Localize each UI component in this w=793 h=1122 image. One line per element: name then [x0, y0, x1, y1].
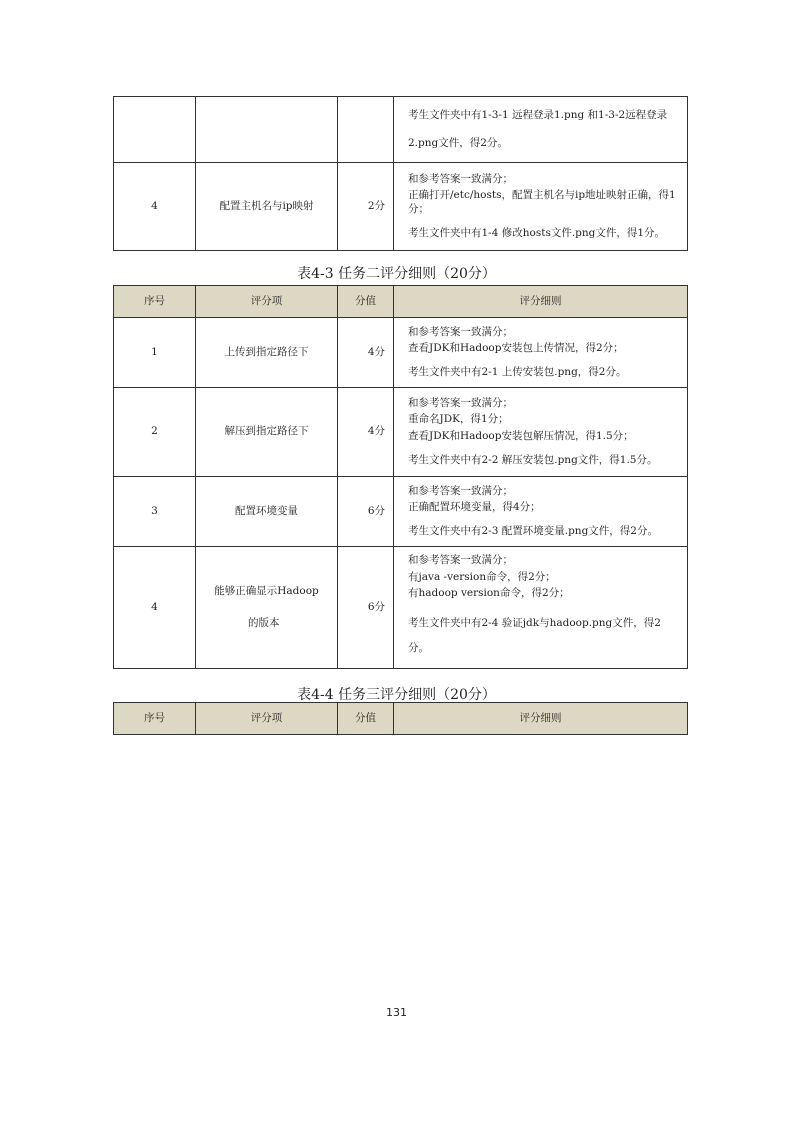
detail-line: 有java -version命令，得2分；	[408, 570, 556, 583]
table-row	[114, 318, 688, 388]
cell-no: 4	[114, 163, 196, 251]
detail-line: 和参考答案一致满分；	[408, 325, 513, 338]
header-score: 分值	[338, 703, 394, 735]
table-caption-4-3: 表4-3 任务二评分细则（20分）	[297, 266, 496, 282]
table-header-row	[114, 286, 688, 318]
detail-line: 和参考答案一致满分；	[408, 396, 513, 409]
cell-details	[394, 318, 688, 388]
detail-line: 考生文件夹中有2-1 上传安装包.png，得2分。	[408, 365, 627, 378]
cell-no: 2	[114, 388, 196, 477]
header-score: 分值	[338, 286, 394, 318]
detail-line: 和参考答案一致满分；	[408, 172, 513, 185]
cell-item	[196, 547, 338, 669]
item-line: 能够正确显示Hadoop	[214, 585, 319, 597]
header-item: 评分项	[196, 703, 338, 735]
detail-line: 考生文件夹中有2-2 解压安装包.png文件，得1.5分。	[408, 453, 658, 466]
header-no: 序号	[114, 286, 196, 318]
cell-details	[394, 477, 688, 547]
table-row	[114, 547, 688, 669]
cell-no: 1	[114, 318, 196, 388]
detail-line: 考生文件夹中有2-4 验证jdk与hadoop.png文件，得2分。	[408, 616, 661, 655]
table-row	[114, 97, 688, 163]
page-number: 131	[386, 1006, 407, 1019]
header-details: 评分细则	[394, 286, 688, 318]
cell-item: 配置环境变量	[196, 477, 338, 547]
cell-score	[338, 97, 394, 163]
detail-line: 考生文件夹中有1-3-1 远程登录1.png 和1-3-2远程登录2.png文件，得2分。	[408, 109, 668, 149]
table-row	[114, 388, 688, 477]
table-task-one-continued	[113, 96, 688, 251]
cell-item: 配置主机名与ip映射	[196, 163, 338, 251]
cell-item: 上传到指定路径下	[196, 318, 338, 388]
cell-score: 4分	[338, 388, 394, 477]
detail-line: 有hadoop version命令，得2分；	[408, 587, 570, 600]
detail-line: 和参考答案一致满分；	[408, 484, 513, 497]
detail-line: 考生文件夹中有2-3 配置环境变量.png文件，得2分。	[408, 524, 658, 537]
detail-line: 重命名JDK，得1分；	[408, 413, 509, 426]
table-caption-4-4: 表4-4 任务三评分细则（20分）	[297, 687, 496, 703]
cell-no	[114, 97, 196, 163]
cell-details	[394, 547, 688, 669]
header-no: 序号	[114, 703, 196, 735]
cell-details	[394, 97, 688, 163]
cell-score: 6分	[338, 547, 394, 669]
detail-line: 正确打开/etc/hosts，配置主机名与ip地址映射正确，得1分；	[408, 189, 676, 215]
cell-item	[196, 97, 338, 163]
detail-line: 查看JDK和Hadoop安装包解压情况，得1.5分；	[408, 430, 634, 442]
table-4-3	[113, 285, 688, 669]
cell-no: 3	[114, 477, 196, 547]
table-4-4	[113, 702, 688, 735]
cell-no: 4	[114, 547, 196, 669]
cell-score: 2分	[338, 163, 394, 251]
item-line: 的版本	[248, 616, 280, 629]
cell-details	[394, 388, 688, 477]
header-details: 评分细则	[394, 703, 688, 735]
detail-line: 查看JDK和Hadoop安装包上传情况，得2分；	[408, 342, 624, 355]
detail-line: 和参考答案一致满分；	[408, 554, 513, 566]
cell-details	[394, 163, 688, 251]
cell-score: 6分	[338, 477, 394, 547]
table-row	[114, 477, 688, 547]
table-row	[114, 163, 688, 251]
cell-score: 4分	[338, 318, 394, 388]
cell-item: 解压到指定路径下	[196, 388, 338, 477]
detail-line: 考生文件夹中有1-4 修改hosts文件.png文件，得1分。	[408, 226, 666, 239]
table-header-row	[114, 703, 688, 735]
detail-line: 正确配置环境变量，得4分；	[408, 501, 541, 514]
header-item: 评分项	[196, 286, 338, 318]
